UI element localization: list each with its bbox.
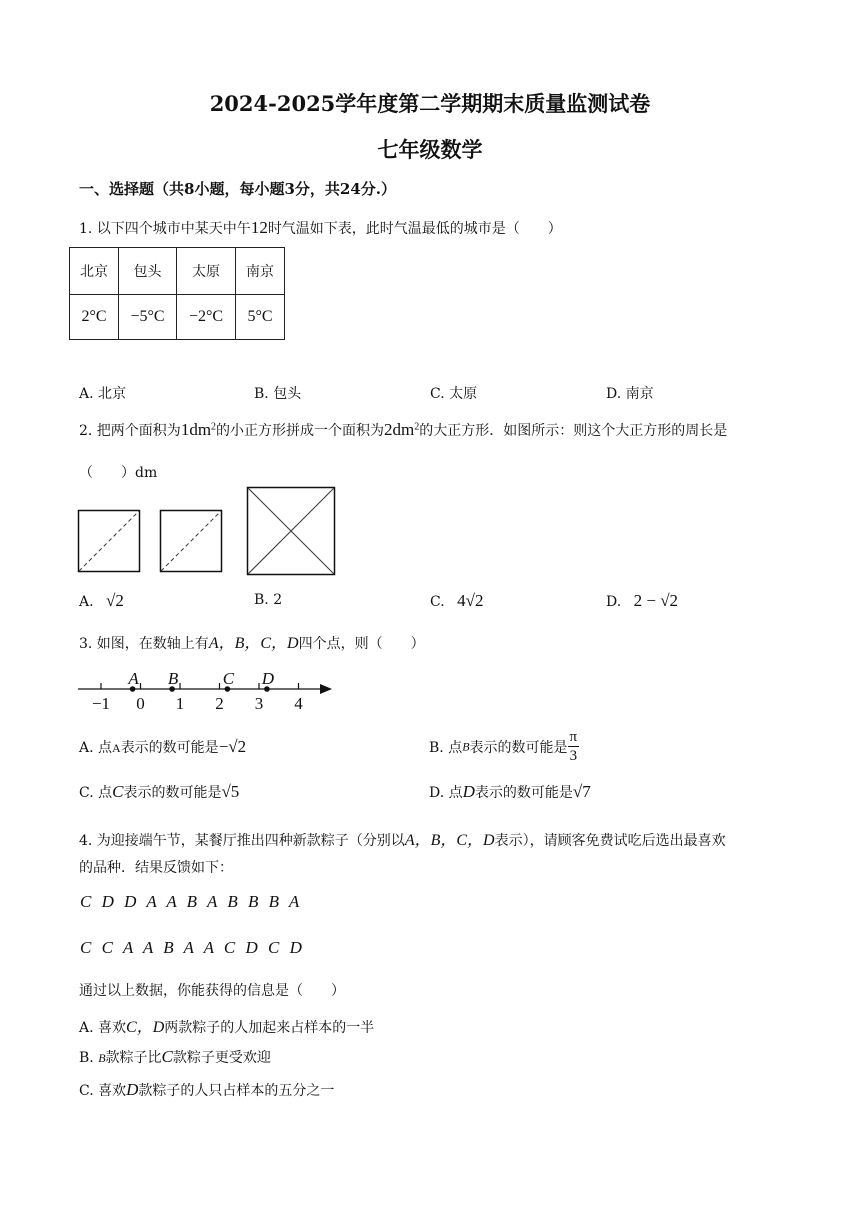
point-label: D bbox=[261, 669, 275, 688]
q2-option-c[interactable] bbox=[430, 591, 483, 611]
q3-option-d-post: 表示的数可能是 bbox=[474, 785, 573, 801]
q3-stem bbox=[79, 630, 425, 653]
point-label: B bbox=[167, 669, 179, 688]
q2-option-d[interactable] bbox=[606, 591, 678, 611]
q2-area-large-exponent: 2 bbox=[414, 421, 420, 433]
squares-figure bbox=[76, 484, 338, 578]
table-cell: 南京 bbox=[236, 248, 285, 295]
q3-option-b[interactable] bbox=[429, 730, 579, 764]
q3-option-a-post: 表示的数可能是 bbox=[120, 740, 219, 756]
q4-stem-pre: 4. 为迎接端午节，某餐厅推出四种新款粽子（分别以 bbox=[79, 833, 405, 849]
number-line bbox=[74, 662, 338, 712]
q3-option-c-pre: C. 点 bbox=[79, 785, 113, 801]
exam-title: 2024-2025学年度第二学期期末质量监测试卷 bbox=[209, 91, 651, 116]
q4-option-c-pre: C. 喜欢 bbox=[79, 1083, 127, 1099]
q2-stem-line2: （ ）dm bbox=[79, 465, 158, 481]
q3-option-c-value: √5 bbox=[221, 782, 240, 801]
q4-option-a-pre: A. 喜欢 bbox=[79, 1020, 127, 1036]
q4-option-b-post: 款粽子更受欢迎 bbox=[172, 1050, 271, 1066]
q1-stem-pre: 1. 以下四个城市中某天中午 bbox=[79, 221, 251, 237]
q4-stem-line2: 的品种．结果反馈如下： bbox=[79, 860, 233, 876]
q2-option-b[interactable]: B. 2 bbox=[254, 592, 283, 608]
q3-stem-pre: 3. 如图，在数轴上有 bbox=[79, 636, 209, 652]
q3-option-d-value: √7 bbox=[572, 782, 591, 801]
q2-option-c-value: 4√2 bbox=[457, 591, 484, 610]
temperature-table bbox=[69, 247, 285, 340]
fraction-denominator: 3 bbox=[569, 748, 578, 764]
number-line-axis bbox=[78, 684, 332, 694]
q1-option-c[interactable]: C. 太原 bbox=[430, 386, 478, 402]
q2-area-large: 2dm bbox=[384, 420, 415, 439]
q3-option-a-value: −√2 bbox=[218, 737, 247, 756]
arrow-icon bbox=[320, 684, 332, 694]
q2-stem-mid: 的小正方形拼成一个面积为 bbox=[216, 423, 385, 439]
tick-label: −1 bbox=[91, 694, 111, 712]
tick-label: 4 bbox=[294, 694, 303, 712]
q2-option-c-label: C. bbox=[430, 594, 445, 610]
q1-stem bbox=[79, 218, 562, 238]
table-cell: 太原 bbox=[177, 248, 236, 295]
q3-option-a[interactable] bbox=[79, 737, 246, 757]
q1-option-d[interactable]: D. 南京 bbox=[606, 386, 654, 402]
q4-option-a-vars: C，D bbox=[126, 1019, 165, 1036]
q2-option-a[interactable] bbox=[79, 591, 124, 611]
q4-option-c-var: D bbox=[126, 1080, 139, 1099]
q4-data-row-1: C D D A A B A B B B A bbox=[80, 892, 300, 911]
q4-option-a-post: 两款粽子的人加起来占样本的一半 bbox=[164, 1020, 375, 1036]
table-cell: −2°C bbox=[177, 295, 236, 340]
tick-label: 1 bbox=[175, 694, 185, 712]
q3-option-c-var: C bbox=[112, 782, 124, 801]
section-heading: 一、选择题（共8小题，每小题3分，共24分.） bbox=[79, 180, 396, 198]
q2-area-small: 1dm bbox=[180, 420, 212, 439]
q3-option-b-fraction bbox=[568, 730, 580, 764]
exam-subtitle: 七年级数学 bbox=[377, 137, 483, 162]
q3-point-names: A，B，C，D bbox=[208, 635, 299, 652]
table-cell: 2°C bbox=[70, 295, 119, 340]
q3-option-c-post: 表示的数可能是 bbox=[123, 785, 222, 801]
small-square-1 bbox=[79, 511, 140, 572]
q2-option-a-label: A. bbox=[79, 594, 94, 610]
q2-option-a-value: √2 bbox=[106, 591, 124, 610]
q3-option-d-pre: D. 点 bbox=[429, 785, 463, 801]
q3-option-c[interactable] bbox=[79, 782, 239, 802]
q3-option-b-post: 表示的数可能是 bbox=[469, 740, 568, 756]
q4-option-c-post: 款粽子的人只占样本的五分之一 bbox=[138, 1083, 335, 1099]
table-row bbox=[70, 295, 285, 340]
table-cell: 北京 bbox=[70, 248, 119, 295]
tick-label: 3 bbox=[254, 694, 264, 712]
q1-stem-post: 时气温如下表，此时气温最低的城市是（ ） bbox=[267, 221, 562, 237]
q3-option-d-var: D bbox=[462, 782, 475, 801]
q4-option-b-var1: B bbox=[98, 1051, 106, 1065]
q4-stem-line3: 通过以上数据，你能获得的信息是（ ） bbox=[79, 983, 345, 999]
tick-label: 0 bbox=[136, 694, 145, 712]
q3-stem-post: 四个点，则（ ） bbox=[298, 636, 425, 652]
q4-option-b[interactable] bbox=[79, 1047, 271, 1067]
large-square bbox=[248, 488, 335, 575]
q3-option-a-var: A bbox=[112, 741, 121, 755]
q3-option-b-pre: B. 点 bbox=[429, 740, 463, 756]
table-cell: −5°C bbox=[119, 295, 177, 340]
q3-option-d[interactable] bbox=[429, 782, 591, 802]
point-label: C bbox=[222, 669, 235, 688]
q2-stem bbox=[79, 420, 727, 440]
q4-option-a[interactable] bbox=[79, 1014, 374, 1037]
q2-option-d-label: D. bbox=[606, 594, 622, 610]
table-cell: 5°C bbox=[236, 295, 285, 340]
tick-label: 2 bbox=[215, 694, 224, 712]
q4-option-b-var2: C bbox=[161, 1047, 173, 1066]
q4-stem-line1 bbox=[79, 827, 726, 850]
q2-stem-pre: 2. 把两个面积为 bbox=[79, 423, 181, 439]
small-square-2 bbox=[161, 511, 222, 572]
q4-stem-post: 表示），请顾客免费试吃后选出最喜欢 bbox=[494, 833, 726, 849]
q4-data-row-2: C C A A B A A C D C D bbox=[80, 938, 302, 957]
q4-option-c[interactable] bbox=[79, 1080, 334, 1100]
q2-option-d-value: 2 − √2 bbox=[633, 591, 679, 610]
q4-option-b-mid: 款粽子比 bbox=[105, 1050, 162, 1066]
fraction-numerator: π bbox=[569, 729, 578, 745]
table-row bbox=[70, 248, 285, 295]
q3-option-a-pre: A. 点 bbox=[79, 740, 113, 756]
q2-area-small-exponent: 2 bbox=[211, 421, 217, 433]
q1-option-b[interactable]: B. 包头 bbox=[254, 386, 302, 402]
q4-option-b-pre: B. bbox=[79, 1050, 99, 1066]
q1-time-number: 12 bbox=[250, 218, 268, 237]
q3-option-b-var: B bbox=[462, 739, 470, 754]
point-label: A bbox=[128, 669, 139, 688]
q4-variety-names: A，B，C，D bbox=[404, 832, 495, 849]
q2-stem-post: 的大正方形．如图所示：则这个大正方形的周长是 bbox=[419, 423, 728, 439]
q1-option-a[interactable]: A. 北京 bbox=[79, 386, 127, 402]
table-cell: 包头 bbox=[119, 248, 177, 295]
